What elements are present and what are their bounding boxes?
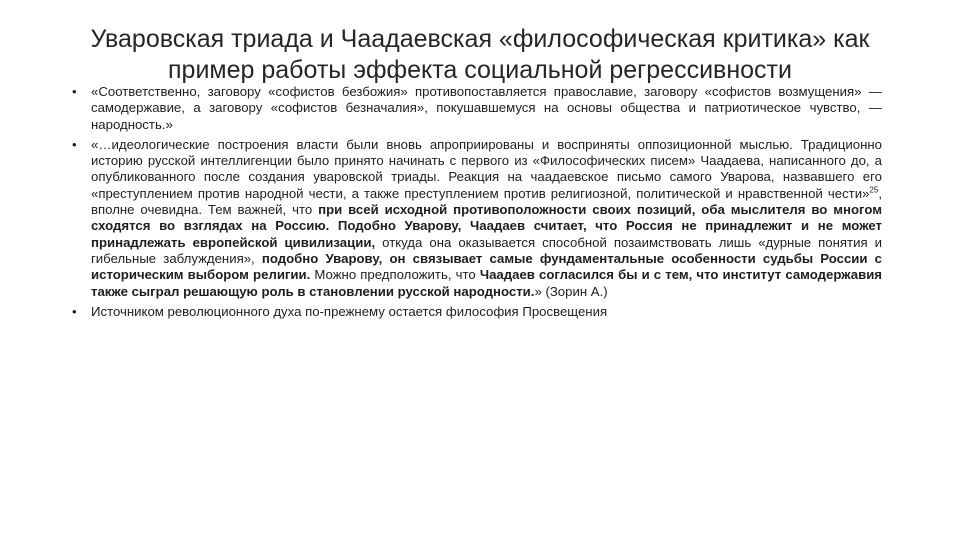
- bullet-text-2-part-4: Можно предположить, что: [310, 267, 480, 283]
- bullet-text-2-bold-2: подобно Уварову, он связывает самые фундаментальные особенности судьбы России с историческим выбором религии.: [91, 250, 882, 283]
- bullet-item-2: [72, 137, 882, 300]
- bullet-text-2-part-2: , вполне очевидна. Тем важней, что: [91, 185, 882, 218]
- bullet-text-2-part-1: «…идеологические построения власти были вновь апроприированы и восприняты оппозиционной мыслью. Традиционно историю русской интеллигенции было принято начинать с первого из «Философических писем» Чаадаева, написанного до, а опубликованного после создания уваровской триады. Реакция на чаадаевское письмо самого Уварова, назвавшего его «преступлением против народной чести, а также преступлением против религиозной, политической и нравственной чести»: [91, 136, 882, 201]
- slide-title-line-2: пример работы эффекта социальной регрессивности: [168, 56, 792, 84]
- bullet-item-1: [72, 84, 882, 133]
- bullet-text-2-part-5: » (Зорин А.): [534, 283, 608, 299]
- slide-title: [80, 24, 880, 86]
- bullet-text-1: «Соответственно, заговору «софистов безбожия» противопоставляется православие, заговору «софистов возмущения» — самодержавие, а заговору «софистов безначалия», покушавшемуся на основы общества и патриотическое чувство, — народность.»: [91, 84, 882, 132]
- footnote-marker: 25: [869, 185, 879, 195]
- slide-title-line-1: Уваровская триада и Чаадаевская «философическая критика» как: [90, 25, 870, 53]
- bullet-dot-icon: •: [72, 84, 77, 99]
- bullet-text-2-bold-1: при всей исходной противоположности своих позиций, оба мыслителя во многом сходятся во взглядах на Россию. Подобно Уварову, Чаадаев считает, что Россия не принадлежит и не может принадлежать европейской цивилизации,: [91, 202, 882, 250]
- bullet-list: [72, 84, 882, 324]
- bullet-dot-icon: •: [72, 303, 77, 319]
- bullet-text-2-part-3: откуда она оказывается способной позаимствовать лишь «дурные понятия и гибельные заблуждения»,: [91, 234, 882, 266]
- bullet-item-3: [72, 304, 882, 320]
- bullet-text-3: Источником революционного духа по-прежнему остается философия Просвещения: [91, 303, 608, 319]
- bullet-dot-icon: •: [72, 136, 77, 152]
- bullet-text-2-bold-3: Чаадаев согласился бы и с тем, что институт самодержавия также сыграл решающую роль в становлении русской народности.: [91, 267, 882, 299]
